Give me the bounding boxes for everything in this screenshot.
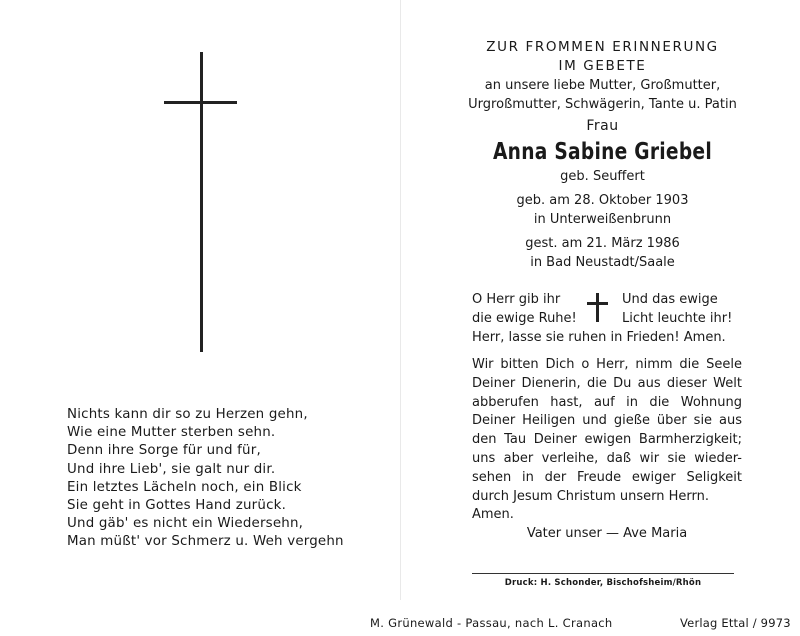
poem-line: Denn ihre Sorge für und für, bbox=[67, 443, 261, 459]
heading-line-2: IM GEBETE bbox=[558, 58, 647, 74]
closing-prayer: Vater unser — Ave Maria bbox=[526, 526, 688, 541]
heading-line-1: ZUR FROMMEN ERINNERUNG bbox=[486, 39, 719, 55]
prayer-text-line: den Tau Deiner ewigen Barmherzigkeit; bbox=[472, 432, 742, 448]
prayer-text-line: Wir bitten Dich o Herr, nimm die Seele bbox=[472, 357, 742, 372]
prayer-text-line: Deiner Heiligen und gieße über sie aus bbox=[472, 413, 742, 429]
title-frau: Frau bbox=[586, 118, 619, 134]
intro-line-2: Urgroßmutter, Schwägerin, Tante u. Patin bbox=[468, 97, 737, 112]
poem-line: Und gäb' es nicht ein Wiedersehn, bbox=[67, 516, 304, 532]
small-cross-horizontal bbox=[587, 302, 608, 305]
poem-line: Nichts kann dir so zu Herzen gehn, bbox=[67, 407, 308, 422]
poem-line: Sie geht in Gottes Hand zurück. bbox=[67, 498, 287, 514]
large-cross-vertical bbox=[200, 52, 203, 352]
fold-line bbox=[400, 0, 401, 600]
intercession-prayer bbox=[472, 356, 742, 525]
prayer-text-line: Amen. bbox=[472, 507, 514, 523]
prayer-line-1-left: O Herr gib ihr bbox=[472, 292, 561, 307]
prayer-text-line: durch Jesum Christum unsern Herrn. bbox=[472, 488, 710, 504]
dedication-block bbox=[465, 38, 740, 272]
birth-date: geb. am 28. Oktober 1903 bbox=[516, 193, 689, 208]
large-cross-horizontal bbox=[164, 101, 237, 104]
maiden-name: geb. Seuffert bbox=[560, 169, 645, 184]
prayer-line-1-right: Und das ewige bbox=[622, 292, 718, 307]
poem-line: Man müßt' vor Schmerz u. Weh vergehn bbox=[67, 534, 344, 550]
death-place: in Bad Neustadt/Saale bbox=[530, 255, 675, 270]
poem-line: Ein letztes Lächeln noch, ein Blick bbox=[67, 479, 302, 495]
deceased-name: Anna Sabine Griebel bbox=[492, 139, 712, 165]
small-cross-vertical bbox=[596, 293, 599, 322]
poem-line: Wie eine Mutter sterben sehn. bbox=[67, 425, 276, 441]
artwork-credit: M. Grünewald - Passau, nach L. Cranach bbox=[370, 616, 613, 630]
intro-line-1: an unsere liebe Mutter, Großmutter, bbox=[484, 78, 721, 93]
poem-line: Und ihre Lieb', sie galt nur dir. bbox=[67, 461, 276, 477]
prayer-line-2-right: Licht leuchte ihr! bbox=[622, 311, 733, 326]
prayer-line-2-left: die ewige Ruhe! bbox=[472, 311, 577, 326]
death-date: gest. am 21. März 1986 bbox=[525, 236, 680, 251]
publisher-credit: Verlag Ettal / 9973 bbox=[680, 616, 791, 630]
prayer-text-line: abberufen hast, auf in die Wohnung bbox=[472, 394, 742, 410]
printer-credit: Druck: H. Schonder, Bischofsheim/Rhön bbox=[504, 578, 702, 588]
prayer-text-line: Deiner Dienerin, die Du aus dieser Welt bbox=[472, 375, 742, 391]
birth-place: in Unterweißenbrunn bbox=[533, 212, 672, 227]
prayer-line-3: Herr, lasse sie ruhen in Frieden! Amen. bbox=[472, 330, 726, 345]
divider bbox=[472, 573, 734, 574]
prayer-text-line: sehen in der Freude ewiger Seligkeit bbox=[472, 469, 742, 485]
prayer-text-line: uns aber verleihe, daß wir sie wieder- bbox=[472, 450, 742, 466]
poem bbox=[67, 406, 344, 552]
